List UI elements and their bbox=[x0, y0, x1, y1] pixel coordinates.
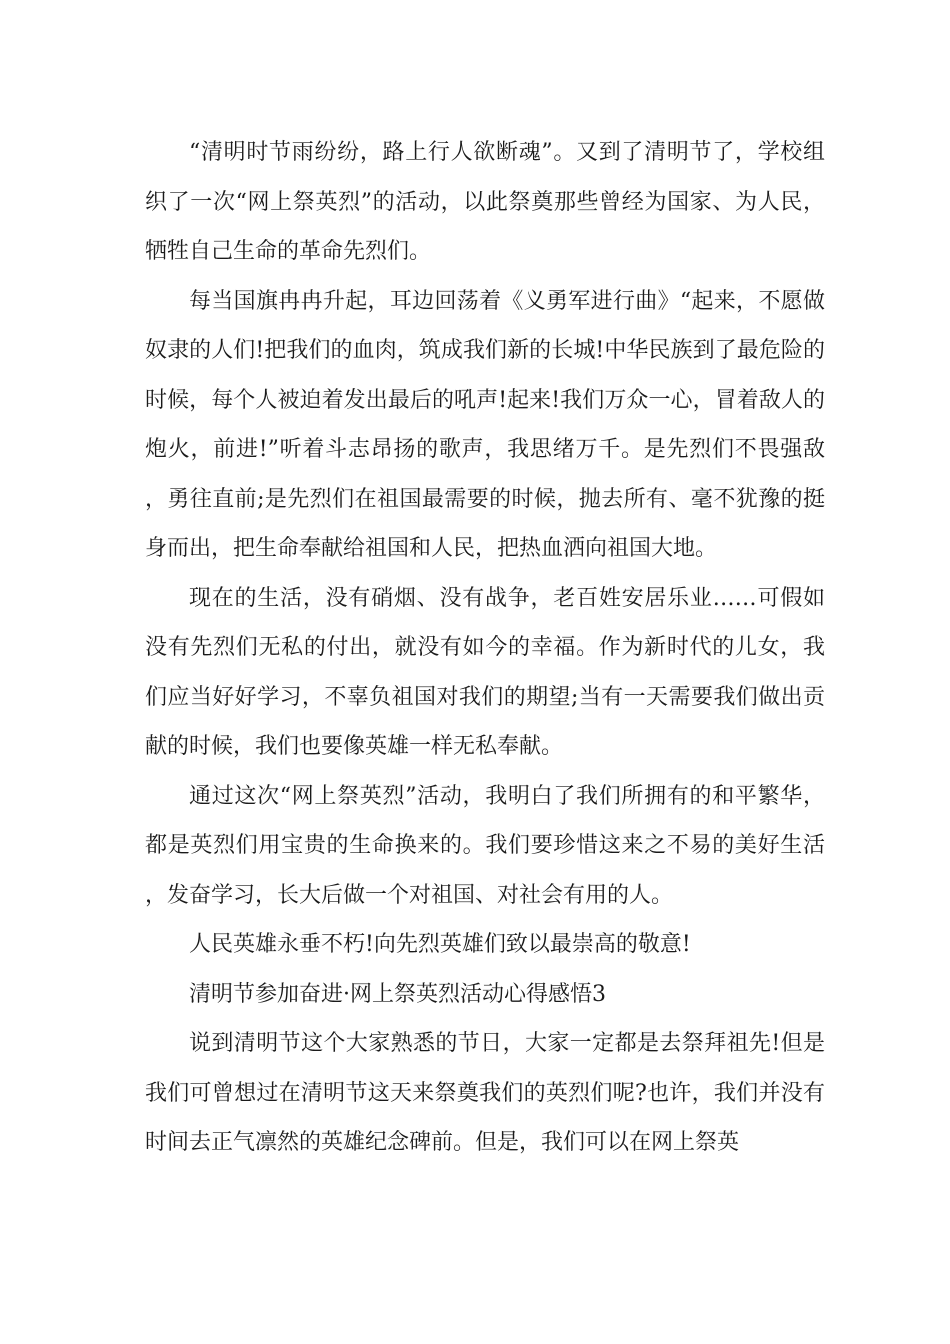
paragraph-4: 通过这次“网上祭英烈”活动，我明白了我们所拥有的和平繁华，都是英烈们用宝贵的生命换来的。我们要珍惜这来之不易的美好生活，发奋学习，长大后做一个对祖国、对社会有用的人。 bbox=[145, 783, 825, 908]
document-body bbox=[145, 128, 825, 1168]
paragraph-6: 说到清明节这个大家熟悉的节日，大家一定都是去祭拜祖先!但是我们可曾想过在清明节这天来祭奠我们的英烈们呢?也许，我们并没有时间去正气凛然的英雄纪念碑前。但是，我们可以在网上祭英 bbox=[145, 1031, 825, 1155]
paragraph-5: 人民英雄永垂不朽!向先烈英雄们致以最崇高的敬意! bbox=[189, 932, 691, 957]
paragraph-3: 现在的生活，没有硝烟、没有战争，老百姓安居乐业……可假如没有先烈们无私的付出，就没有如今的幸福。作为新时代的儿女，我们应当好好学习，不辜负祖国对我们的期望;当有一天需要我们做出贡献的时候，我们也要像英雄一样无私奉献。 bbox=[145, 585, 825, 759]
paragraph-2: 每当国旗冉冉升起，耳边回荡着《义勇军进行曲》“起来，不愿做奴隶的人们!把我们的血肉，筑成我们新的长城!中华民族到了最危险的时候，每个人被迫着发出最后的吼声!起来!我们万众一心，冒着敌人的炮火，前进!”听着斗志昂扬的歌声，我思绪万千。是先烈们不畏强敌，勇往直前;是先烈们在祖国最需要的时候，抛去所有、毫不犹豫的挺身而出，把生命奉献给祖国和人民，把热血洒向祖国大地。 bbox=[145, 288, 825, 561]
paragraph-1: “清明时节雨纷纷，路上行人欲断魂”。又到了清明节了，学校组织了一次“网上祭英烈”的活动，以此祭奠那些曾经为国家、为人民，牺牲自己生命的革命先烈们。 bbox=[145, 140, 825, 264]
section-heading: 清明节参加奋进·网上祭英烈活动心得感悟3 bbox=[189, 981, 606, 1007]
